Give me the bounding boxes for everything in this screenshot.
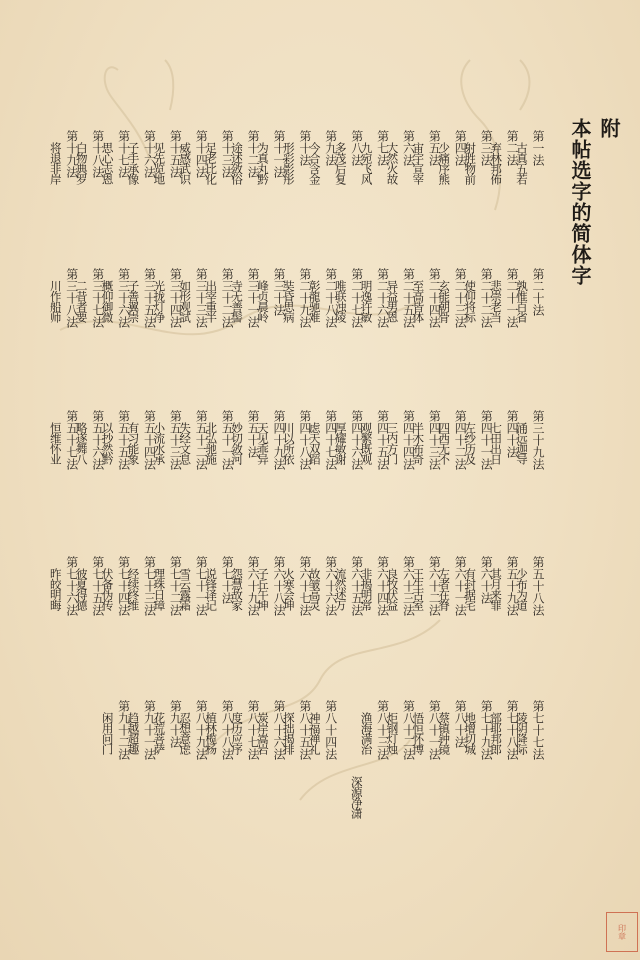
entry-number: 第十三法 (220, 130, 235, 178)
entry-number: 第八十一法 (427, 700, 442, 760)
entry-number: 第十八法 (90, 130, 105, 178)
entry-characters: 孰惟百省 (515, 280, 529, 322)
entry-column (48, 556, 80, 616)
entry-column (359, 410, 391, 470)
entry-number: 第五十七法 (64, 410, 79, 470)
entry-column (359, 130, 391, 184)
title-text: 本帖选字的简体字 (568, 118, 592, 286)
entry-characters: 子手承像 (126, 142, 141, 184)
entry-number: 第四十法 (505, 410, 520, 458)
entry-number: 第七十六法 (64, 556, 79, 616)
entry-column (152, 130, 183, 184)
entry-number: 第十五法 (168, 130, 183, 178)
entry-number: 第四十一法 (479, 410, 494, 470)
entry-column (256, 700, 287, 760)
entry-number: 第三十六法 (116, 268, 131, 328)
entry-number: 第三十九法 (531, 410, 545, 470)
entry-number: 第十二法 (246, 130, 261, 178)
entry-characters: 火寒会坤 (281, 568, 296, 610)
entry-column (411, 410, 442, 470)
entry-characters: 将退非岸 (48, 142, 63, 184)
entry-number: 第二十六法 (375, 268, 390, 328)
entry-number: 第九十法 (168, 700, 183, 748)
entry-characters: 渔海满治 (359, 712, 374, 754)
entry-column (437, 130, 468, 184)
entry-characters: 概仰御微 (100, 280, 115, 322)
entry-number: 第五十二法 (194, 410, 209, 470)
entry-number: 第四十五法 (375, 410, 390, 470)
entry-characters: 炭岸嵩岩 (256, 712, 270, 754)
entry-column (385, 700, 417, 760)
entry-column (74, 556, 106, 616)
entry-characters: 大然火故 (385, 142, 400, 184)
entry-characters: 神福禅礼 (307, 712, 322, 754)
entry-column (515, 410, 546, 470)
entry-column (178, 700, 209, 760)
entry-column (515, 268, 546, 322)
entry-characters: 今合含金 (307, 142, 322, 184)
entry-number: 第六十六法 (323, 556, 338, 616)
entry-characters: 寺无善髻 (230, 280, 245, 322)
entry-number: 第二法 (505, 130, 520, 166)
entry-column (256, 556, 287, 616)
entry-number: 第八十九法 (194, 700, 209, 760)
entry-column (489, 410, 520, 464)
entry-number: 第四十二法 (453, 410, 468, 470)
entry-number: 第十六法 (142, 130, 157, 178)
entry-column (204, 556, 235, 610)
entry-column (463, 268, 494, 328)
entry-column (359, 556, 391, 616)
entry-characters: 忍想意虑 (178, 712, 193, 754)
entry-number: 第三十三法 (194, 268, 209, 328)
entry-characters: 其月来罪 (489, 568, 504, 610)
entry-number: 第三十一法 (246, 268, 261, 328)
entry-characters: 非揭明常 (359, 568, 374, 610)
entry-characters: 子丘午坤 (256, 568, 270, 610)
entry-characters: 闲用问门 (100, 712, 115, 754)
entry-number: 第二十三法 (453, 268, 468, 328)
entry-characters: 故皱高灵 (307, 568, 322, 610)
entry-number: 第六十二法 (427, 556, 442, 616)
entry-column (204, 410, 235, 470)
entry-number: 第八十三法 (375, 700, 390, 760)
entry-column (126, 130, 158, 184)
entry-column (178, 556, 209, 616)
entry-column (385, 410, 417, 470)
entry-number: 第十四法 (194, 130, 209, 178)
entry-number: 第六十一法 (453, 556, 468, 616)
entry-number: 第六十七法 (297, 556, 312, 616)
entry-number: 第三十二法 (220, 268, 235, 328)
entry-characters: 厚耀敏谢 (333, 422, 348, 464)
entry-characters: 陵阴降际 (515, 712, 529, 754)
entry-number: 第二十七法 (349, 268, 364, 328)
entry-characters: 说锋译记 (204, 568, 219, 610)
entry-characters: 唯联浊陵 (333, 280, 348, 322)
entry-number: 第十一法 (272, 130, 286, 178)
entry-number: 第十七法 (116, 130, 131, 178)
entry-number: 第六十五法 (349, 556, 364, 616)
entry-characters: 以抄然黔 (100, 422, 115, 464)
entry-number: 第三十七法 (90, 268, 105, 328)
entry-characters: 小流水承 (152, 422, 167, 464)
entry-characters: 北弘驰施 (204, 422, 219, 464)
entry-column (515, 130, 546, 184)
entry-column (126, 268, 158, 328)
entry-number: 第六法 (401, 130, 416, 166)
entry-number: 第八十法 (453, 700, 468, 748)
entry-column (385, 556, 417, 616)
entry-column (333, 130, 365, 184)
entry-column (204, 130, 235, 184)
entry-characters: 蔡镇钟镜 (437, 712, 452, 754)
entry-characters: 恒维怀业 (48, 422, 63, 464)
entry-column (359, 700, 391, 760)
entry-column (152, 556, 183, 616)
entry-column (48, 410, 80, 470)
entry-characters: 略遂舞八 (74, 422, 89, 464)
entry-column (307, 700, 339, 760)
entry-column (152, 410, 183, 470)
entry-characters: 良牧伏益 (385, 568, 400, 610)
entry-characters: 川以所依 (281, 422, 296, 464)
entry-characters: 有习能象 (126, 422, 141, 464)
entry-column (100, 268, 132, 328)
entry-column (178, 268, 209, 328)
entry-column (489, 556, 520, 616)
entry-number: 第五十四法 (142, 410, 157, 470)
page-title (566, 118, 624, 286)
entry-characters: 射胜物前 (463, 142, 478, 184)
entry-column (463, 556, 494, 610)
entry-column (307, 410, 339, 470)
entry-number: 第三十法 (272, 268, 286, 316)
entry-column (281, 556, 313, 616)
entry-characters: 流然述万 (333, 568, 348, 610)
entry-characters: 妙切敛河 (230, 422, 245, 464)
entry-characters: 至高皆体 (411, 280, 426, 322)
entry-number: 第八十五法 (297, 700, 312, 760)
entry-column (230, 268, 261, 328)
entry-column (281, 410, 313, 470)
entry-characters: 二昔者要 (74, 280, 89, 322)
entry-characters: 三内方门 (385, 422, 400, 464)
entry-column (385, 268, 417, 328)
entry-characters: 伏备伪传 (100, 568, 115, 610)
entry-characters: 彰龍驰难 (307, 280, 322, 322)
entry-characters: 涌远迦导 (515, 422, 529, 464)
entry-characters: 少布为道 (515, 568, 529, 610)
entry-characters: 有封据宅 (463, 568, 478, 610)
entry-number: 第七十八法 (505, 700, 520, 760)
entry-column (333, 410, 365, 470)
entry-column (437, 700, 468, 754)
entry-column (74, 268, 106, 328)
entry-column (48, 268, 80, 328)
entry-characters: 出宰重半 (204, 280, 219, 322)
entry-number: 第五十六法 (90, 410, 105, 470)
entry-characters: 峰贞晨岭 (256, 280, 270, 322)
entry-number: 第七十三法 (142, 556, 157, 616)
entry-characters: 弃林邦佈 (489, 142, 504, 184)
entry-characters: 地增切城 (463, 712, 478, 754)
entry-column (489, 268, 520, 328)
entry-column (307, 130, 339, 184)
entry-characters: 川作船师 (48, 280, 63, 322)
entry-characters: 异益男恩 (385, 280, 400, 322)
entry-column (411, 556, 442, 616)
entry-column (126, 410, 158, 470)
entry-column (230, 410, 261, 464)
entry-characters: 王生古室 (411, 568, 426, 610)
entry-column (411, 268, 442, 328)
entry-number: 第四十三法 (427, 410, 442, 470)
entry-number: 第三十八法 (64, 268, 79, 328)
red-seal-stamp: 印章 (606, 912, 638, 952)
entry-column (74, 130, 106, 184)
entry-column (74, 410, 106, 470)
entry-number: 第三法 (479, 130, 494, 166)
entry-column (256, 268, 287, 322)
entry-column (204, 268, 235, 328)
entry-number: 第十法 (297, 130, 312, 166)
entry-column (489, 130, 520, 184)
entry-number: 第五十五法 (116, 410, 131, 470)
entry-number: 第二十一法 (505, 268, 520, 328)
entry-number: 第九十二法 (116, 700, 131, 760)
entry-number: 第四十四法 (401, 410, 416, 470)
entry-number: 第三十四法 (168, 268, 183, 328)
entry-number: 第四十九法 (272, 410, 286, 470)
entry-characters: 宙宇宣宰 (411, 142, 426, 184)
entry-characters: 失经文息 (178, 422, 193, 464)
entry-characters: 四西无不 (437, 422, 452, 464)
entry-number: 第七十一法 (194, 556, 209, 616)
entry-number: 第八十二法 (401, 700, 416, 760)
entry-characters: 花荒菩萨 (152, 712, 167, 754)
entry-number: 第四法 (453, 130, 468, 166)
entry-number: 第六十四法 (375, 556, 390, 616)
entry-column (178, 410, 209, 470)
entry-number: 第七十二法 (168, 556, 183, 616)
entry-column (359, 268, 391, 328)
entry-column (48, 130, 80, 184)
entry-characters: 七田出日 (489, 422, 504, 464)
entry-number: 第五十三法 (168, 410, 183, 470)
entry-column (256, 410, 287, 470)
entry-characters: 少痛序熊 (437, 142, 452, 184)
entry-column (281, 700, 313, 760)
entry-characters: 天见乖异 (256, 422, 270, 464)
entry-column (411, 700, 442, 760)
entry-characters: 度历应序 (230, 712, 245, 754)
entry-column (230, 700, 261, 760)
entry-column (152, 268, 183, 328)
entry-characters: 彼夏得德 (74, 568, 89, 610)
entry-characters: 奘昏思病 (281, 280, 296, 322)
entry-column (333, 268, 365, 328)
entry-number: 第二十八法 (323, 268, 338, 328)
entry-number: 第四十六法 (349, 410, 364, 470)
entry-number: 第四十七法 (323, 410, 338, 470)
entry-column (437, 556, 468, 616)
entry-column (152, 700, 183, 754)
entry-characters: 经续终维 (126, 568, 141, 610)
entry-characters: 虑天双蹈 (307, 422, 322, 464)
entry-column (230, 556, 261, 616)
entry-number: 第二十法 (531, 268, 545, 316)
entry-characters: 见先览地 (152, 142, 167, 184)
entry-number: 第八十八法 (220, 700, 235, 760)
entry-characters: 途述敛俗 (230, 142, 245, 184)
entry-characters: 炬钢灯烛 (385, 712, 400, 754)
entry-column (437, 268, 468, 328)
entry-column (463, 700, 494, 760)
entry-characters: 古真五若 (515, 142, 529, 184)
entry-characters: 昨皎明晦 (48, 568, 63, 610)
entry-number: 第七十四法 (116, 556, 131, 616)
entry-characters: 如形观試 (178, 280, 193, 322)
entry-characters: 观繁既观 (359, 422, 374, 464)
entry-characters: 九宛飞风 (359, 142, 374, 184)
entry-column (126, 700, 158, 760)
entry-characters: 思心志恩 (100, 142, 115, 184)
entry-column (333, 556, 365, 616)
entry-number: 第六十三法 (401, 556, 416, 616)
entry-characters: 半木布奇 (411, 422, 426, 464)
entry-characters: 探拙揭排 (281, 712, 296, 754)
entry-number: 第五十一法 (220, 410, 235, 470)
entry-number: 第一法 (531, 130, 545, 166)
entry-number: 第七十七法 (531, 700, 545, 760)
entry-number: 第十九法 (64, 130, 79, 178)
entry-column (411, 130, 442, 184)
entry-characters: 部耶邦郎 (489, 712, 504, 754)
entry-number: 第八十七法 (246, 700, 261, 760)
entry-column (437, 410, 468, 470)
entry-column (100, 410, 132, 470)
entry-number: 第二十四法 (427, 268, 442, 328)
entry-column (489, 700, 520, 760)
entry-characters: 多茂后复 (333, 142, 348, 184)
entry-characters: 左纱历及 (463, 422, 478, 464)
entry-number: 第二十五法 (401, 268, 416, 328)
entry-number: 第二十二法 (479, 268, 494, 328)
entry-number: 第八十四法 (323, 700, 338, 760)
title-prefix: 附 (597, 118, 621, 139)
entry-column (100, 556, 132, 616)
entry-column (178, 130, 209, 184)
entry-characters: 左者在脊 (437, 568, 452, 610)
entry-characters: 雪云露霜 (178, 568, 193, 610)
entry-number: 第九法 (323, 130, 338, 166)
entry-number: 第五十九法 (505, 556, 520, 616)
entry-number: 第九十一法 (142, 700, 157, 760)
entry-characters: 悟恒怀博 (411, 712, 426, 754)
entry-characters: 玄能朝骨 (437, 280, 452, 322)
entry-column (126, 556, 158, 616)
entry-column (204, 700, 235, 760)
entry-characters: 形彩影彤 (281, 142, 296, 184)
entry-column (100, 130, 132, 184)
entry-characters: 威感武识 (178, 142, 193, 184)
entry-number: 第六十八法 (272, 556, 286, 616)
entry-characters: 足老比化 (204, 142, 219, 184)
entry-column (281, 268, 313, 328)
entry-number: 第七法 (375, 130, 390, 166)
entry-characters: 白物典罗 (74, 142, 89, 184)
entry-characters: 趋越超趣 (126, 712, 141, 754)
entry-characters: 悲崇老当 (489, 280, 504, 322)
entry-number: 第六十法 (479, 556, 494, 604)
entry-number: 第七十五法 (90, 556, 105, 616)
entry-characters: 深源净潇 (349, 776, 364, 818)
entry-column (385, 130, 417, 184)
entry-characters: 明逸许敏 (359, 280, 374, 322)
entry-column (230, 130, 261, 184)
entry-column (256, 130, 287, 184)
entry-characters: 理珠日璋 (152, 568, 167, 610)
entry-number: 第八法 (349, 130, 364, 166)
entry-number: 第八十六法 (272, 700, 286, 760)
entry-characters: 使仰将标 (463, 280, 478, 322)
entry-column (307, 268, 339, 328)
entry-number: 第三十五法 (142, 268, 157, 328)
entry-number: 第五十八法 (531, 556, 545, 616)
entry-column (463, 410, 494, 470)
entry-characters: 为真丸黔 (256, 142, 270, 184)
entry-characters: 子善翼崇 (126, 280, 141, 322)
entry-characters: 怨慧故家 (230, 568, 245, 610)
entry-number: 第五法 (427, 130, 442, 166)
entry-column (463, 130, 494, 184)
entry-number: 第五十法 (246, 410, 261, 458)
entry-number: 第二十九法 (297, 268, 312, 328)
entry-number: 第七十法 (220, 556, 235, 604)
entry-column (515, 556, 546, 616)
entry-column (515, 700, 546, 760)
entry-characters: 植林榄杨 (204, 712, 219, 754)
entry-column (307, 556, 339, 616)
entry-column (281, 130, 313, 184)
entry-column (100, 700, 132, 760)
entry-column (349, 700, 365, 818)
entry-characters: 光拢灯净 (152, 280, 167, 322)
entry-number: 第六十九法 (246, 556, 261, 616)
entry-number: 第七十九法 (479, 700, 494, 760)
entry-number: 第四十八法 (297, 410, 312, 470)
